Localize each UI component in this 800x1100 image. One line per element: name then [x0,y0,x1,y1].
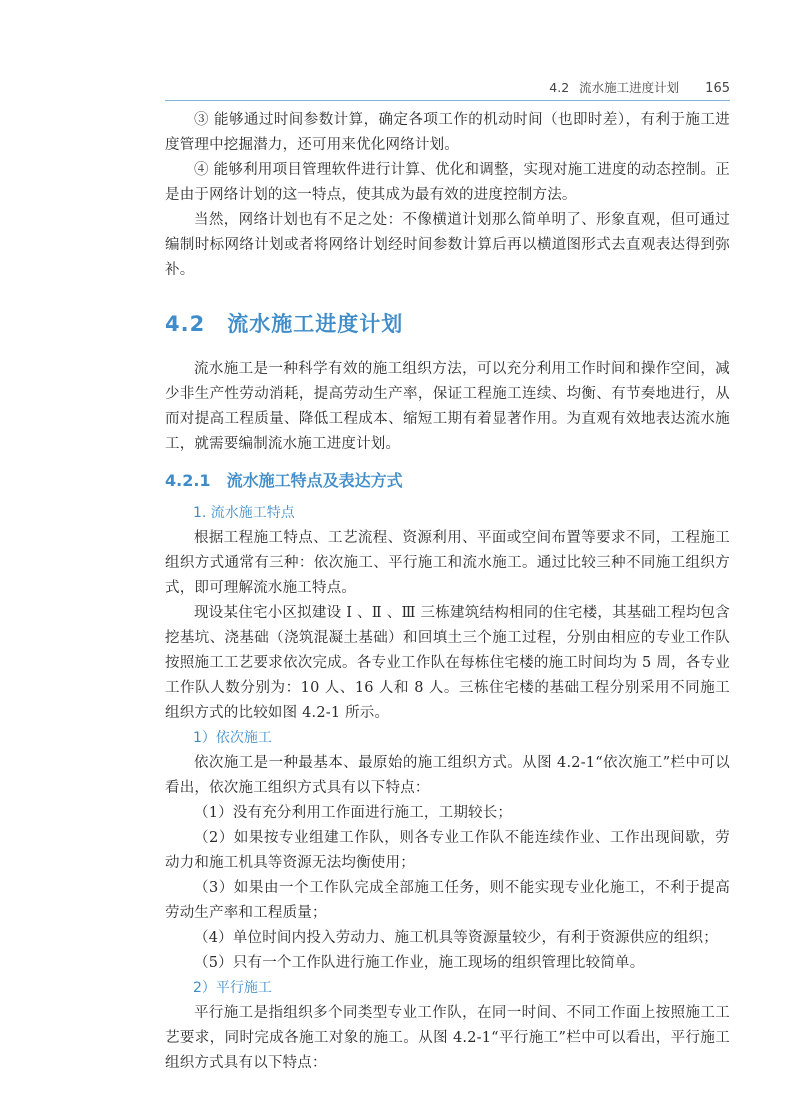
running-header [165,78,730,100]
page-number: 165 [705,81,730,96]
header-section-title: 流水施工进度计划 [579,80,680,95]
subpart-heading: 1）依次施工 [193,730,272,746]
list-item: （2）如果按专业组建工作队，则各专业工作队不能连续作业、工作出现间歇，劳动力和施工机具等资源无法均衡使用； [165,830,730,871]
header-section-number: 4.2 [549,80,570,95]
subsection-title: 流水施工特点及表达方式 [226,471,403,490]
section-intro: 流水施工是一种科学有效的施工组织方法，可以充分利用工作时间和操作空间，减少非生产性劳动消耗，提高劳动生产率，保证工程施工连续、均衡、有节奏地进行，从而对提高工程质量、降低工程成本、缩短工期有着显著作用。为直观有效地表达流水施工，就需要编制流水施工进度计划。 [165,361,730,452]
list-item: （1）没有充分利用工作面进行施工，工期较长； [194,805,513,821]
section-heading [165,309,730,339]
subpart-heading: 2）平行施工 [193,980,272,996]
paragraph: 当然，网络计划也有不足之处：不像横道计划那么简单明了、形象直观，但可通过编制时标网络计划或者将网络计划经时间参数计算后再以横道图形式去直观表达得到弥补。 [165,212,730,278]
header-rule [165,100,730,101]
page-body [165,108,730,1076]
section-number: 4.2 [165,312,206,336]
subsection-number: 4.2.1 [165,471,211,490]
paragraph: 依次施工是一种最基本、最原始的施工组织方式。从图 4.2-1“依次施工”栏中可以看出，依次施工组织方式具有以下特点： [165,755,730,796]
section-title: 流水施工进度计划 [227,312,404,336]
paragraph: ④ 能够利用项目管理软件进行计算、优化和调整，实现对施工进度的动态控制。正是由于网络计划的这一特点，使其成为最有效的进度控制方法。 [165,162,730,203]
list-item: （3）如果由一个工作队完成全部施工任务，则不能实现专业化施工，不利于提高劳动生产率和工程质量； [165,880,730,921]
list-item: （4）单位时间内投入劳动力、施工机具等资源量较少，有利于资源供应的组织； [194,930,718,946]
paragraph: 现设某住宅小区拟建设 Ⅰ 、Ⅱ 、Ⅲ 三栋建筑结构相同的住宅楼，其基础工程均包含挖基坑、浇基础（浇筑混凝土基础）和回填土三个施工过程，分别由相应的专业工作队按照施工工艺要求依次完成。各专业工作队在每栋住宅楼的施工时间均为 5 周，各专业工作队人数分别为：10 人、16 人和 8 人。三栋住宅楼的基础工程分别采用不同施工组织方式的比较如图 4.2-1 所示。 [165,605,730,721]
paragraph: 根据工程施工特点、工艺流程、资源利用、平面或空间布置等要求不同，工程施工组织方式通常有三种：依次施工、平行施工和流水施工。通过比较三种不同施工组织方式，即可理解流水施工特点。 [165,530,730,596]
part-heading: 1. 流水施工特点 [193,505,295,521]
subsection-heading [165,469,730,493]
paragraph: ③ 能够通过时间参数计算，确定各项工作的机动时间（也即时差），有利于施工进度管理中挖掘潜力，还可用来优化网络计划。 [165,112,730,153]
paragraph: 平行施工是指组织多个同类型专业工作队，在同一时间、不同工作面上按照施工工艺要求，同时完成各施工对象的施工。从图 4.2-1“平行施工”栏中可以看出，平行施工组织方式具有以下特点： [165,1005,730,1071]
list-item: （5）只有一个工作队进行施工作业，施工现场的组织管理比较简单。 [194,955,645,971]
